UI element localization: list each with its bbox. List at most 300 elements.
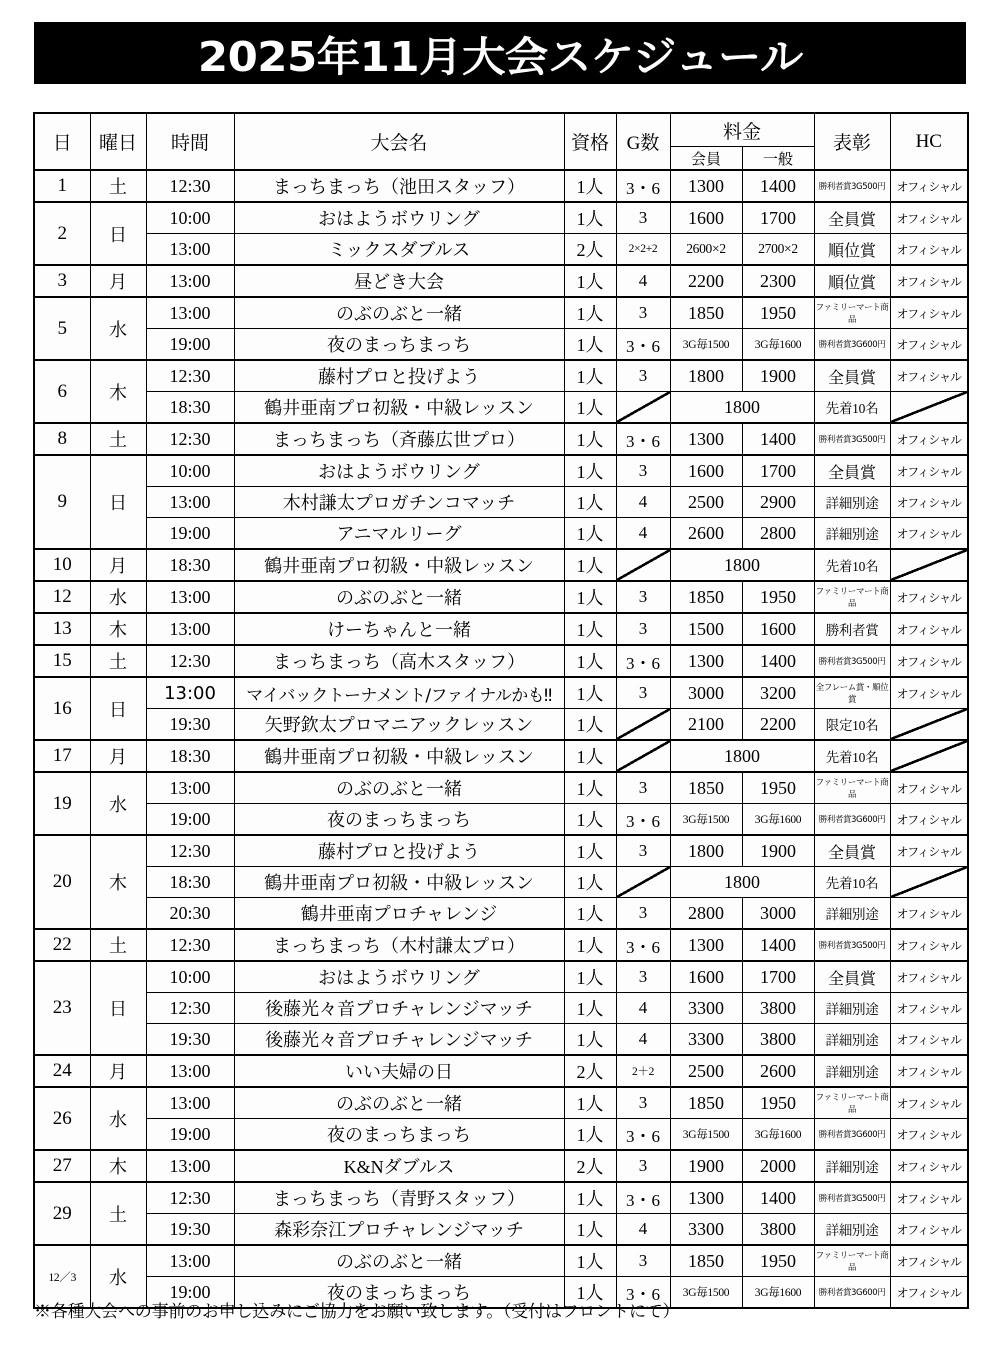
row-hc-cell: オフィシャル (890, 1119, 968, 1151)
row-day-cell: 27 (34, 1150, 90, 1182)
row-games-cell: 3・6 (616, 1182, 670, 1214)
row-fee-member-cell: 1500 (670, 613, 742, 645)
row-day-cell: 13 (34, 613, 90, 645)
row-qualification-cell: 1人 (564, 360, 616, 392)
row-fee-public-cell: 2800 (742, 518, 814, 550)
row-award-cell: 勝利者賞3G500円 (814, 423, 890, 455)
row-qualification-cell: 1人 (564, 709, 616, 741)
schedule-table-wrapper (33, 112, 967, 1309)
row-hc-cell: オフィシャル (890, 1055, 968, 1087)
col-header-event-name: 大会名 (234, 113, 564, 170)
row-day-cell: 15 (34, 645, 90, 677)
row-games-cell: 4 (616, 518, 670, 550)
table-row (34, 613, 968, 645)
row-event-name-cell: 鶴井亜南プロ初級・中級レッスン (234, 867, 564, 898)
row-hc-cell: オフィシャル (890, 645, 968, 677)
row-time-cell: 13:00 (146, 487, 234, 518)
row-award-cell: 順位賞 (814, 265, 890, 297)
row-fee-public-cell: 1950 (742, 297, 814, 329)
row-games-cell: 4 (616, 1024, 670, 1056)
row-award-cell: 勝利者賞3G600円 (814, 329, 890, 361)
row-fee-public-cell: 1900 (742, 360, 814, 392)
row-time-cell: 13:00 (146, 234, 234, 266)
row-qualification-cell: 1人 (564, 867, 616, 898)
row-qualification-cell: 1人 (564, 929, 616, 961)
row-event-name-cell: 森彩奈江プロチャレンジマッチ (234, 1214, 564, 1246)
row-fee-member-cell: 1850 (670, 1087, 742, 1119)
row-qualification-cell: 1人 (564, 645, 616, 677)
table-row (34, 1214, 968, 1246)
row-weekday-cell: 日 (90, 677, 146, 740)
table-row (34, 1119, 968, 1151)
row-hc-cell: オフィシャル (890, 234, 968, 266)
row-award-cell: 全員賞 (814, 202, 890, 234)
row-event-name-cell: 鶴井亜南プロ初級・中級レッスン (234, 392, 564, 424)
row-award-cell: 勝利者賞3G600円 (814, 1277, 890, 1309)
row-fee-member-cell: 1600 (670, 202, 742, 234)
row-fee-member-cell: 3G毎1500 (670, 1277, 742, 1309)
row-fee-member-cell: 3300 (670, 1214, 742, 1246)
row-event-name-cell: のぶのぶと一緒 (234, 581, 564, 613)
row-time-cell: 19:30 (146, 1024, 234, 1056)
row-fee-member-cell: 1600 (670, 455, 742, 487)
row-qualification-cell: 1人 (564, 677, 616, 709)
row-qualification-cell: 1人 (564, 423, 616, 455)
row-award-cell: 勝利者賞3G500円 (814, 645, 890, 677)
row-award-cell: 勝利者賞3G500円 (814, 1182, 890, 1214)
row-event-name-cell: まっちまっち（木村謙太プロ） (234, 929, 564, 961)
row-qualification-cell: 1人 (564, 772, 616, 804)
row-qualification-cell: 1人 (564, 297, 616, 329)
table-row (34, 549, 968, 581)
row-hc-cell: オフィシャル (890, 170, 968, 202)
row-qualification-cell: 1人 (564, 1182, 616, 1214)
table-row (34, 1024, 968, 1056)
table-row (34, 709, 968, 741)
row-fee-member-cell: 2100 (670, 709, 742, 741)
row-fee-member-cell: 3G毎1500 (670, 804, 742, 836)
row-time-cell: 19:00 (146, 518, 234, 550)
row-event-name-cell: まっちまっち（斉藤広世プロ） (234, 423, 564, 455)
row-weekday-cell: 水 (90, 1245, 146, 1308)
row-time-cell: 13:00 (146, 772, 234, 804)
row-fee-merged-cell: 1800 (670, 549, 814, 581)
row-weekday-cell: 土 (90, 929, 146, 961)
row-day-cell: 10 (34, 549, 90, 581)
row-day-cell: 9 (34, 455, 90, 549)
table-row (34, 772, 968, 804)
row-time-cell: 13:00 (146, 1087, 234, 1119)
row-fee-public-cell: 2000 (742, 1150, 814, 1182)
row-hc-cell-empty (890, 709, 968, 741)
row-weekday-cell: 水 (90, 1087, 146, 1150)
row-games-cell-empty (616, 392, 670, 424)
table-row (34, 329, 968, 361)
row-time-cell: 12:30 (146, 645, 234, 677)
row-event-name-cell: おはようボウリング (234, 455, 564, 487)
row-qualification-cell: 1人 (564, 740, 616, 772)
row-fee-member-cell: 2800 (670, 898, 742, 930)
row-fee-member-cell: 1850 (670, 772, 742, 804)
row-fee-public-cell: 3G毎1600 (742, 1119, 814, 1151)
row-fee-member-cell: 3300 (670, 993, 742, 1024)
row-award-cell: 詳細別途 (814, 518, 890, 550)
row-event-name-cell: 後藤光々音プロチャレンジマッチ (234, 1024, 564, 1056)
row-hc-cell: オフィシャル (890, 804, 968, 836)
row-weekday-cell: 月 (90, 740, 146, 772)
row-fee-member-cell: 2200 (670, 265, 742, 297)
row-time-cell: 13:00 (146, 1245, 234, 1277)
row-award-cell: 詳細別途 (814, 1024, 890, 1056)
row-day-cell: 24 (34, 1055, 90, 1087)
table-row (34, 677, 968, 709)
col-header-games: G数 (616, 113, 670, 170)
table-row (34, 170, 968, 202)
col-header-weekday: 曜日 (90, 113, 146, 170)
row-event-name-cell: 鶴井亜南プロ初級・中級レッスン (234, 740, 564, 772)
row-event-name-cell: アニマルリーグ (234, 518, 564, 550)
row-games-cell: 3 (616, 1245, 670, 1277)
row-hc-cell: オフィシャル (890, 993, 968, 1024)
row-event-name-cell: 矢野欽太プロマニアックレッスン (234, 709, 564, 741)
row-weekday-cell: 日 (90, 961, 146, 1055)
row-fee-member-cell: 3300 (670, 1024, 742, 1056)
row-time-cell: 10:00 (146, 961, 234, 993)
row-games-cell-empty (616, 740, 670, 772)
row-time-cell: 13:00 (146, 677, 234, 709)
row-hc-cell: オフィシャル (890, 1024, 968, 1056)
row-hc-cell: オフィシャル (890, 329, 968, 361)
row-hc-cell: オフィシャル (890, 1087, 968, 1119)
row-fee-member-cell: 1300 (670, 170, 742, 202)
row-games-cell: 3 (616, 202, 670, 234)
row-fee-member-cell: 3G毎1500 (670, 1119, 742, 1151)
row-games-cell: 3 (616, 835, 670, 867)
table-row (34, 993, 968, 1024)
table-row (34, 867, 968, 898)
row-time-cell: 12:30 (146, 835, 234, 867)
row-weekday-cell: 月 (90, 549, 146, 581)
row-hc-cell: オフィシャル (890, 835, 968, 867)
row-qualification-cell: 1人 (564, 898, 616, 930)
row-weekday-cell: 月 (90, 265, 146, 297)
row-fee-member-cell: 1800 (670, 835, 742, 867)
row-event-name-cell: おはようボウリング (234, 961, 564, 993)
row-award-cell: 勝利者賞3G500円 (814, 170, 890, 202)
row-time-cell: 12:30 (146, 423, 234, 455)
row-day-cell: 23 (34, 961, 90, 1055)
row-hc-cell: オフィシャル (890, 929, 968, 961)
row-day-cell: 12／3 (34, 1245, 90, 1308)
row-fee-public-cell: 1950 (742, 1087, 814, 1119)
row-games-cell: 3 (616, 898, 670, 930)
row-day-cell: 26 (34, 1087, 90, 1150)
row-event-name-cell: 後藤光々音プロチャレンジマッチ (234, 993, 564, 1024)
row-hc-cell: オフィシャル (890, 898, 968, 930)
row-day-cell: 20 (34, 835, 90, 929)
row-games-cell: 3 (616, 772, 670, 804)
row-award-cell: 先着10名 (814, 549, 890, 581)
table-row (34, 645, 968, 677)
row-fee-member-cell: 1850 (670, 581, 742, 613)
row-hc-cell: オフィシャル (890, 581, 968, 613)
table-row (34, 1055, 968, 1087)
table-row (34, 929, 968, 961)
row-award-cell: 全員賞 (814, 961, 890, 993)
row-qualification-cell: 1人 (564, 202, 616, 234)
row-event-name-cell: のぶのぶと一緒 (234, 1245, 564, 1277)
row-qualification-cell: 2人 (564, 1055, 616, 1087)
schedule-table (33, 112, 969, 1309)
table-row (34, 961, 968, 993)
row-award-cell: 勝利者賞 (814, 613, 890, 645)
row-games-cell: 4 (616, 265, 670, 297)
row-award-cell: 詳細別途 (814, 1150, 890, 1182)
row-games-cell: 4 (616, 487, 670, 518)
row-hc-cell: オフィシャル (890, 1214, 968, 1246)
row-games-cell: 3 (616, 1087, 670, 1119)
row-qualification-cell: 1人 (564, 804, 616, 836)
row-hc-cell: オフィシャル (890, 613, 968, 645)
row-qualification-cell: 1人 (564, 961, 616, 993)
table-body (34, 170, 968, 1308)
row-day-cell: 5 (34, 297, 90, 360)
col-header-fee-member: 会員 (670, 147, 742, 171)
row-games-cell: 3・6 (616, 1277, 670, 1309)
row-event-name-cell: けーちゃんと一緒 (234, 613, 564, 645)
row-award-cell: 勝利者賞3G500円 (814, 929, 890, 961)
row-weekday-cell: 土 (90, 645, 146, 677)
row-award-cell: ファミリーマート商品 (814, 581, 890, 613)
row-time-cell: 19:00 (146, 1277, 234, 1309)
row-fee-member-cell: 2600×2 (670, 234, 742, 266)
row-games-cell: 3・6 (616, 329, 670, 361)
row-fee-public-cell: 3000 (742, 898, 814, 930)
row-games-cell: 3・6 (616, 423, 670, 455)
row-fee-public-cell: 1900 (742, 835, 814, 867)
row-time-cell: 19:30 (146, 1214, 234, 1246)
row-award-cell: ファミリーマート商品 (814, 297, 890, 329)
table-row (34, 455, 968, 487)
row-time-cell: 12:30 (146, 1182, 234, 1214)
row-award-cell: 先着10名 (814, 392, 890, 424)
row-award-cell: 詳細別途 (814, 993, 890, 1024)
row-hc-cell: オフィシャル (890, 961, 968, 993)
table-row (34, 487, 968, 518)
row-day-cell: 19 (34, 772, 90, 835)
header-row-main (34, 113, 968, 147)
row-day-cell: 2 (34, 202, 90, 265)
row-fee-member-cell: 3G毎1500 (670, 329, 742, 361)
row-games-cell: 3・6 (616, 645, 670, 677)
row-fee-member-cell: 1800 (670, 360, 742, 392)
row-fee-member-cell: 2500 (670, 1055, 742, 1087)
table-row (34, 804, 968, 836)
table-row (34, 740, 968, 772)
row-hc-cell: オフィシャル (890, 1277, 968, 1309)
row-qualification-cell: 1人 (564, 1277, 616, 1309)
row-event-name-cell: 鶴井亜南プロ初級・中級レッスン (234, 549, 564, 581)
row-fee-public-cell: 1950 (742, 1245, 814, 1277)
row-time-cell: 10:00 (146, 202, 234, 234)
row-qualification-cell: 1人 (564, 455, 616, 487)
table-header (34, 113, 968, 170)
row-time-cell: 19:00 (146, 804, 234, 836)
row-fee-merged-cell: 1800 (670, 867, 814, 898)
row-award-cell: 全員賞 (814, 360, 890, 392)
row-fee-public-cell: 1600 (742, 613, 814, 645)
table-row (34, 202, 968, 234)
row-fee-public-cell: 3800 (742, 1214, 814, 1246)
row-fee-public-cell: 2600 (742, 1055, 814, 1087)
row-hc-cell-empty (890, 740, 968, 772)
row-award-cell: 限定10名 (814, 709, 890, 741)
table-row (34, 1150, 968, 1182)
row-event-name-cell: おはようボウリング (234, 202, 564, 234)
row-fee-member-cell: 1300 (670, 1182, 742, 1214)
row-time-cell: 12:30 (146, 360, 234, 392)
row-time-cell: 18:30 (146, 549, 234, 581)
row-time-cell: 13:00 (146, 1055, 234, 1087)
row-hc-cell: オフィシャル (890, 772, 968, 804)
row-hc-cell: オフィシャル (890, 297, 968, 329)
row-hc-cell: オフィシャル (890, 423, 968, 455)
row-day-cell: 29 (34, 1182, 90, 1245)
row-fee-member-cell: 2500 (670, 487, 742, 518)
table-row (34, 581, 968, 613)
row-weekday-cell: 木 (90, 613, 146, 645)
row-time-cell: 20:30 (146, 898, 234, 930)
row-event-name-cell: 夜のまっちまっち (234, 1277, 564, 1309)
row-weekday-cell: 月 (90, 1055, 146, 1087)
row-fee-public-cell: 3G毎1600 (742, 804, 814, 836)
row-weekday-cell: 日 (90, 455, 146, 549)
row-fee-merged-cell: 1800 (670, 392, 814, 424)
row-games-cell: 3・6 (616, 929, 670, 961)
row-fee-member-cell: 2600 (670, 518, 742, 550)
col-header-fee-public: 一般 (742, 147, 814, 171)
row-event-name-cell: いい夫婦の日 (234, 1055, 564, 1087)
row-fee-public-cell: 1400 (742, 645, 814, 677)
row-qualification-cell: 1人 (564, 1119, 616, 1151)
col-header-day: 日 (34, 113, 90, 170)
row-award-cell: 先着10名 (814, 867, 890, 898)
row-games-cell: 3 (616, 581, 670, 613)
row-fee-public-cell: 1700 (742, 455, 814, 487)
row-hc-cell: オフィシャル (890, 265, 968, 297)
row-time-cell: 13:00 (146, 297, 234, 329)
row-event-name-cell: 夜のまっちまっち (234, 1119, 564, 1151)
row-event-name-cell: 昼どき大会 (234, 265, 564, 297)
row-hc-cell: オフィシャル (890, 1150, 968, 1182)
row-event-name-cell: K&Nダブルス (234, 1150, 564, 1182)
page-title-banner (34, 22, 966, 84)
row-qualification-cell: 1人 (564, 170, 616, 202)
row-award-cell: 順位賞 (814, 234, 890, 266)
row-day-cell: 8 (34, 423, 90, 455)
row-event-name-cell: のぶのぶと一緒 (234, 1087, 564, 1119)
row-games-cell-empty (616, 709, 670, 741)
row-day-cell: 22 (34, 929, 90, 961)
row-time-cell: 12:30 (146, 170, 234, 202)
col-header-fee: 料金 (670, 113, 814, 147)
row-time-cell: 12:30 (146, 993, 234, 1024)
row-weekday-cell: 土 (90, 170, 146, 202)
row-qualification-cell: 1人 (564, 392, 616, 424)
row-fee-public-cell: 2700×2 (742, 234, 814, 266)
row-weekday-cell: 日 (90, 202, 146, 265)
row-games-cell: 3 (616, 297, 670, 329)
table-row (34, 392, 968, 424)
row-games-cell-empty (616, 549, 670, 581)
row-games-cell: 3 (616, 613, 670, 645)
row-hc-cell: オフィシャル (890, 360, 968, 392)
row-time-cell: 13:00 (146, 581, 234, 613)
row-event-name-cell: 藤村プロと投げよう (234, 835, 564, 867)
row-qualification-cell: 2人 (564, 1150, 616, 1182)
col-header-qualification: 資格 (564, 113, 616, 170)
table-row (34, 898, 968, 930)
row-fee-member-cell: 1850 (670, 297, 742, 329)
row-qualification-cell: 1人 (564, 1087, 616, 1119)
row-time-cell: 13:00 (146, 1150, 234, 1182)
row-weekday-cell: 木 (90, 1150, 146, 1182)
row-hc-cell-empty (890, 549, 968, 581)
row-games-cell: 4 (616, 993, 670, 1024)
row-event-name-cell: 木村謙太プロガチンコマッチ (234, 487, 564, 518)
row-qualification-cell: 1人 (564, 265, 616, 297)
row-weekday-cell: 木 (90, 835, 146, 929)
row-hc-cell: オフィシャル (890, 518, 968, 550)
row-fee-public-cell: 1400 (742, 423, 814, 455)
row-fee-public-cell: 1700 (742, 961, 814, 993)
row-award-cell: ファミリーマート商品 (814, 772, 890, 804)
row-award-cell: 勝利者賞3G600円 (814, 804, 890, 836)
row-games-cell: 2×2+2 (616, 234, 670, 266)
table-row (34, 1245, 968, 1277)
row-award-cell: 詳細別途 (814, 1055, 890, 1087)
row-award-cell: 勝利者賞3G600円 (814, 1119, 890, 1151)
table-row (34, 265, 968, 297)
row-games-cell: 3・6 (616, 804, 670, 836)
row-qualification-cell: 2人 (564, 234, 616, 266)
row-games-cell: 3・6 (616, 1119, 670, 1151)
row-hc-cell: オフィシャル (890, 677, 968, 709)
row-event-name-cell: まっちまっち（青野スタッフ） (234, 1182, 564, 1214)
row-event-name-cell: まっちまっち（高木スタッフ） (234, 645, 564, 677)
row-fee-member-cell: 1600 (670, 961, 742, 993)
table-row (34, 423, 968, 455)
row-weekday-cell: 木 (90, 360, 146, 423)
row-event-name-cell: 藤村プロと投げよう (234, 360, 564, 392)
row-time-cell: 10:00 (146, 455, 234, 487)
row-event-name-cell: ミックスダブルス (234, 234, 564, 266)
row-hc-cell-empty (890, 867, 968, 898)
row-fee-public-cell: 3200 (742, 677, 814, 709)
row-day-cell: 17 (34, 740, 90, 772)
table-row (34, 297, 968, 329)
row-fee-member-cell: 1300 (670, 423, 742, 455)
row-fee-public-cell: 1400 (742, 170, 814, 202)
table-row (34, 234, 968, 266)
row-time-cell: 18:30 (146, 392, 234, 424)
row-event-name-cell: 鶴井亜南プロチャレンジ (234, 898, 564, 930)
col-header-award: 表彰 (814, 113, 890, 170)
col-header-time: 時間 (146, 113, 234, 170)
row-qualification-cell: 1人 (564, 1024, 616, 1056)
row-hc-cell: オフィシャル (890, 455, 968, 487)
row-fee-member-cell: 1300 (670, 645, 742, 677)
